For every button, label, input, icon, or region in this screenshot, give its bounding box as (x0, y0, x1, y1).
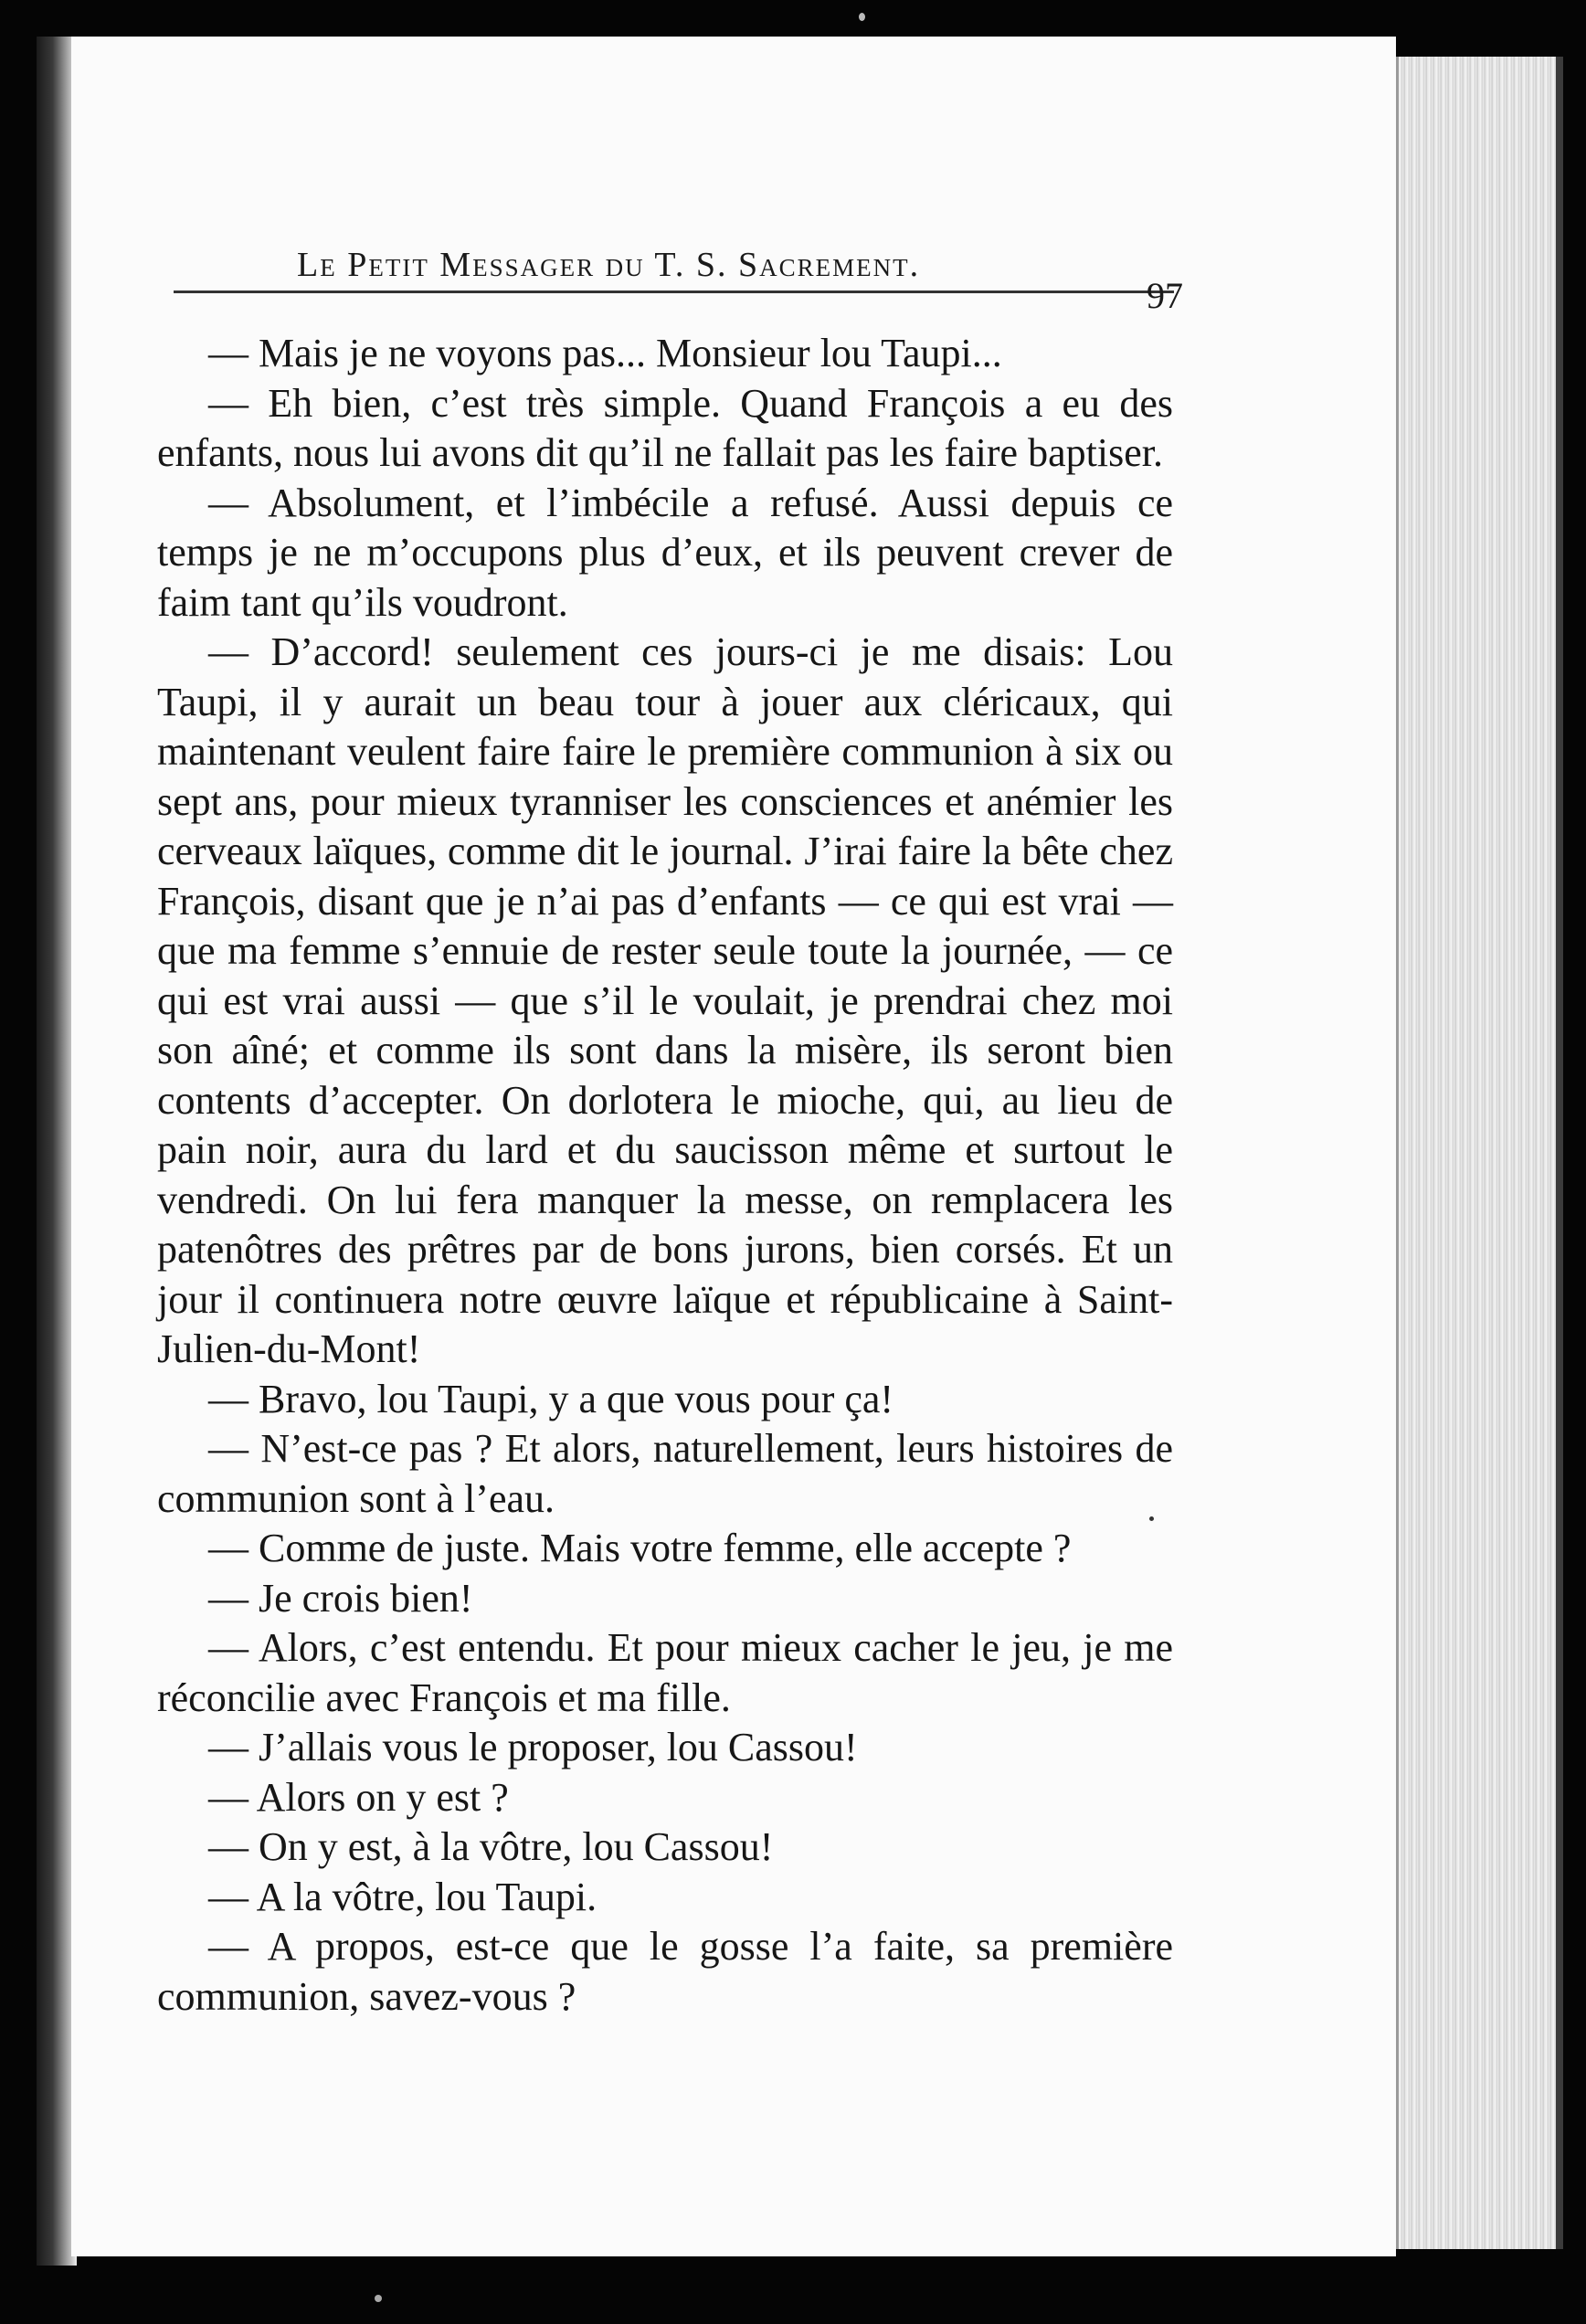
paragraph: — A la vôtre, lou Taupi. (208, 1874, 597, 1919)
scan-speck (859, 13, 865, 21)
running-title: Le Petit Messager du T. S. Sacrement. (297, 246, 921, 284)
paragraph: — Alors on y est ? (208, 1774, 509, 1820)
paragraph: — Absolument, et l’imbécile a refusé. Aussi depuis ce temps je ne m’occupons plus d’eux, et ils peuvent crever de faim tant qu’ils voudront. (157, 480, 1173, 625)
header-rule (174, 290, 1174, 293)
paragraph: — Eh bien, c’est très simple. Quand François a eu des enfants, nous lui avons dit qu’il ne fallait pas les faire baptiser. (157, 380, 1173, 475)
paragraph: — N’est-ce pas ? Et alors, naturellement, leurs histoires de communion sont à l’eau. (157, 1426, 1173, 1521)
body-text (157, 329, 1173, 2022)
stacked-page-edges (1396, 57, 1558, 2249)
paragraph: — A propos, est-ce que le gosse l’a faite, sa première communion, savez-vous ? (157, 1924, 1173, 2019)
paragraph: — Comme de juste. Mais votre femme, elle accepte ? (208, 1526, 1072, 1570)
paragraph: — On y est, à la vôtre, lou Cassou! (208, 1824, 774, 1869)
page-number: 97 (1147, 275, 1183, 316)
paragraph: — Alors, c’est entendu. Et pour mieux cacher le jeu, je me réconcilie avec François et ma fille. (157, 1625, 1173, 1720)
paragraph: — D’accord! seulement ces jours-ci je me disais: Lou Taupi, il y aurait un beau tour à jouer aux cléricaux, qui maintenant veulent faire faire le première communion à six ou sept ans, pour mieux tyranniser les consciences et anémier les cerveaux laïques, comme dit le journal. J’irai faire la bête chez François, disant que je n’ai pas d’enfants — ce qui est vrai — que ma femme s’ennuie de rester seule toute la journée, — ce qui est vrai aussi — que s’il le voulait, je prendrai chez moi son aîné; et comme ils sont dans la misère, ils seront bien contents d’accepter. On dorlotera le mioche, qui, au lieu de pain noir, aura du lard et du saucisson même et surtout le vendredi. On lui fera manquer la messe, on remplacera les patenôtres des prêtres par de bons jurons, bien corsés. Et un jour il continuera notre œuvre laïque et républicaine à Saint-Julien-du-Mont! (157, 629, 1173, 1371)
scan-speck (1149, 1516, 1154, 1521)
paragraph: — J’allais vous le proposer, lou Cassou! (208, 1725, 858, 1769)
paragraph: — Bravo, lou Taupi, y a que vous pour ça! (208, 1376, 894, 1421)
scan-speck (375, 2295, 382, 2302)
running-head (174, 236, 1179, 290)
paragraph: — Je crois bien! (208, 1575, 473, 1621)
paragraph: — Mais je ne voyons pas... Monsieur lou Taupi... (208, 331, 1002, 375)
